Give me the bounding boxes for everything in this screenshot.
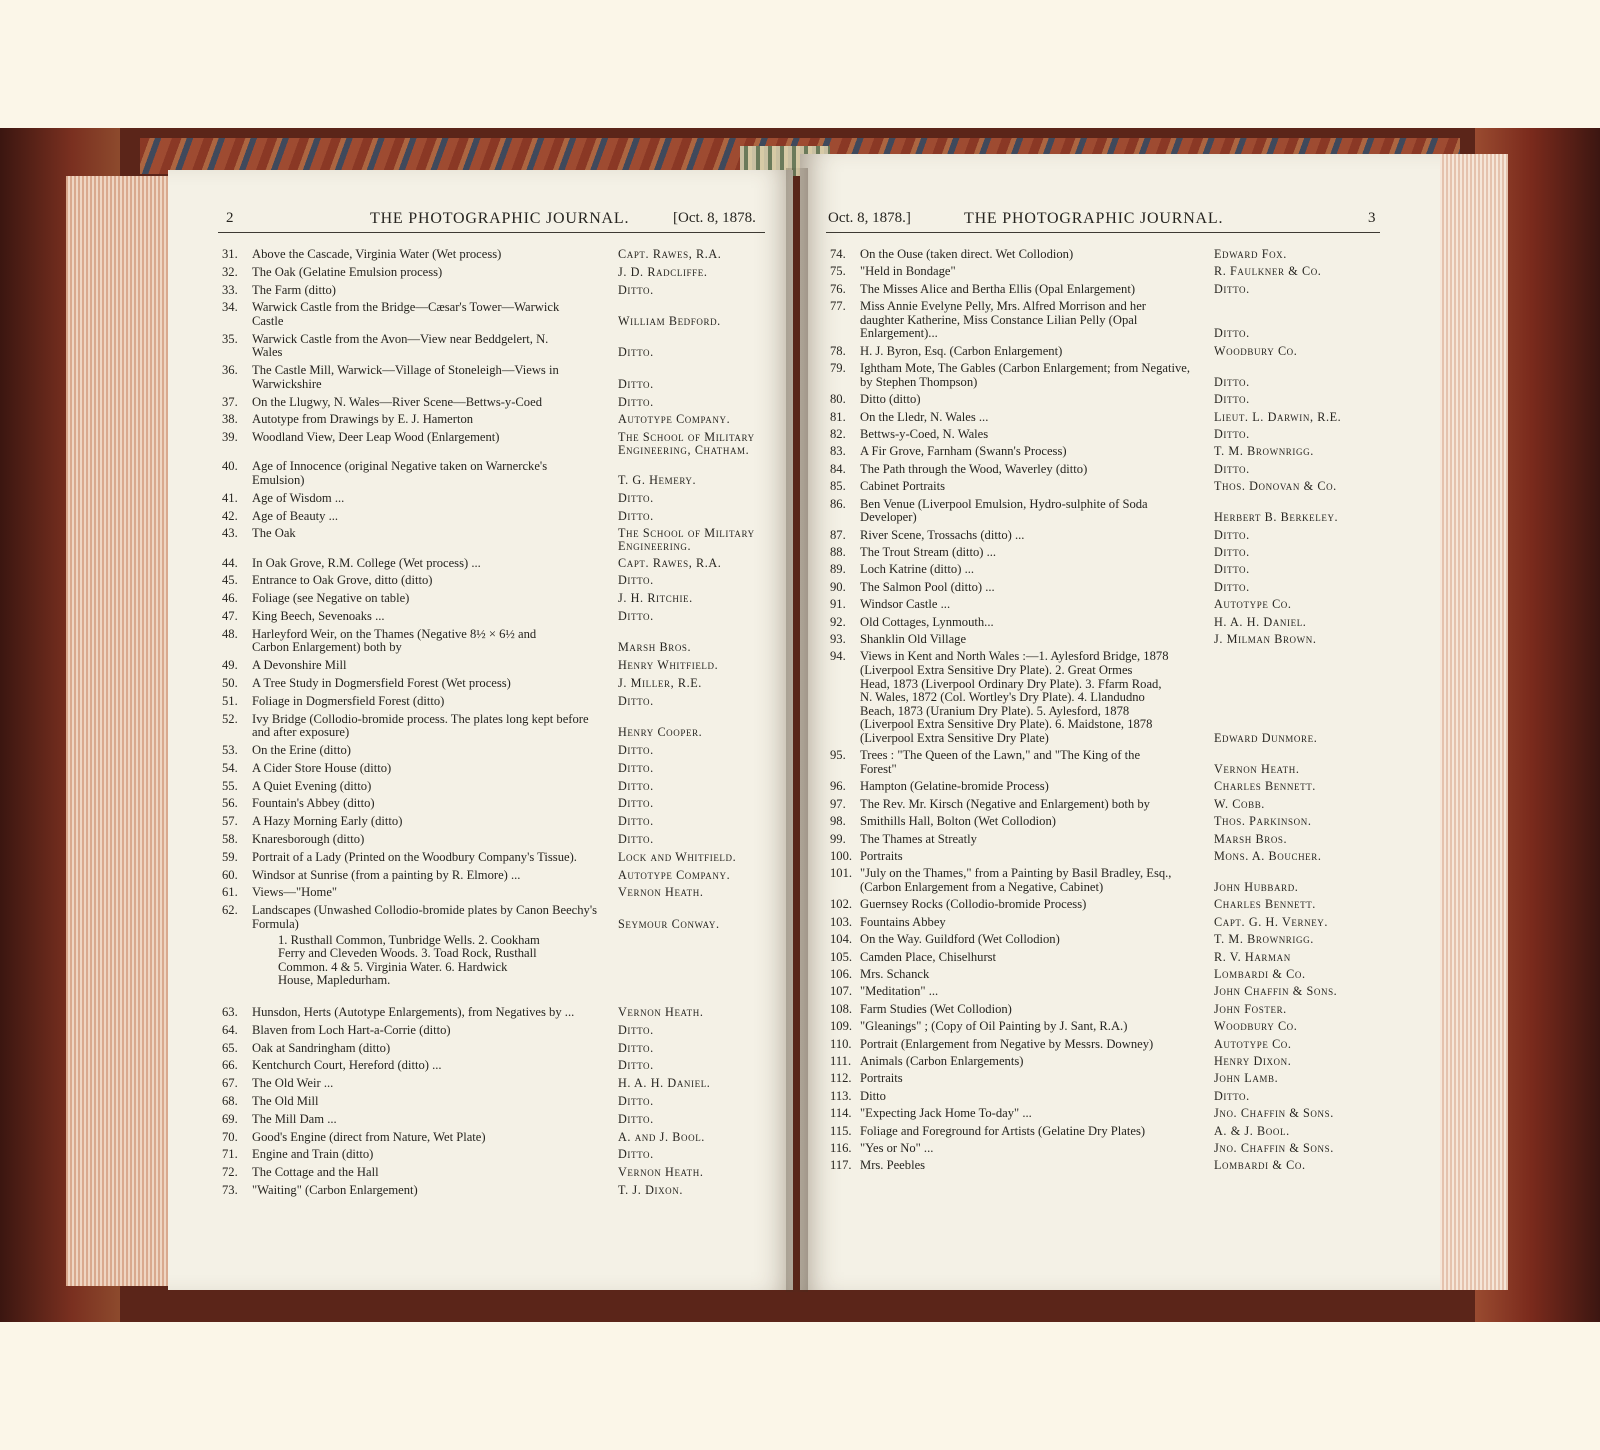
entry-number: 79. [830, 361, 846, 376]
entry-title: The Rev. Mr. Kirsch (Negative and Enlargement) both by [860, 797, 1150, 811]
entry-exhibitor: Lieut. L. Darwin, R.E. [1214, 409, 1342, 424]
entry-number: 111. [830, 1054, 852, 1068]
entry-title: The Salmon Pool (ditto) ... [860, 580, 995, 594]
entry-exhibitor: Thos. Donovan & Co. [1214, 479, 1337, 494]
entry-exhibitor: T. M. Brownrigg. [1214, 932, 1314, 947]
entry-title: On the Lledr, N. Wales ... [860, 410, 989, 424]
entry-title: Old Cottages, Lynmouth... [860, 615, 994, 629]
entry-62-sublist: 1. Rusthall Common, Tunbridge Wells. 2. Cookham Ferry and Cleveden Woods. 3. Toad Rock, Rusthall Common. 4 & 5. Virginia Water. 6. Hardwick House, Mapledurham. [278, 932, 540, 988]
entry-title: Animals (Carbon Enlargements) [860, 1055, 1024, 1068]
entry-exhibitor: Vernon Heath. [618, 1165, 704, 1180]
entry-number: 50. [222, 676, 238, 690]
entry-exhibitor: Autotype Co. [1214, 597, 1292, 612]
entry-exhibitor: Ditto. [618, 282, 654, 297]
entry-exhibitor: Ditto. [618, 760, 654, 775]
entry-exhibitor: Autotype Company. [618, 867, 731, 882]
entry-number: 92. [830, 614, 846, 629]
entry-number: 38. [222, 412, 238, 427]
entry-title: Age of Wisdom ... [252, 491, 345, 505]
entry-title: The Castle Mill, Warwick—Village of Stoneleigh—Views in Warwickshire [252, 364, 559, 391]
entry-exhibitor: Autotype Company. [618, 412, 731, 427]
entry-title: On the Way. Guildford (Wet Collodion) [860, 933, 1060, 947]
entry-exhibitor: Ditto. [618, 490, 654, 505]
entry-exhibitor: John Hubbard. [1214, 879, 1299, 894]
entry-title: Fountain's Abbey (ditto) [252, 797, 375, 811]
entry-title: Portraits [860, 850, 903, 863]
entry-number: 46. [222, 591, 238, 606]
entry-title: A Cider Store House (ditto) [252, 761, 392, 775]
entry-number: 67. [222, 1076, 238, 1091]
entry-number: 41. [222, 490, 238, 505]
entry-exhibitor: Henry Cooper. [618, 725, 703, 740]
entry-exhibitor: Ditto. [1214, 562, 1250, 577]
entry-exhibitor: Ditto. [1214, 527, 1250, 542]
entry-exhibitor: T. M. Brownrigg. [1214, 444, 1314, 459]
entry-title: Mrs. Peebles [860, 1159, 926, 1173]
entry-number: 44. [222, 555, 238, 570]
entry-exhibitor: Charles Bennett. [1214, 779, 1316, 794]
entry-number: 59. [222, 849, 238, 864]
entry-title: The Farm (ditto) [252, 283, 336, 297]
entry-number: 57. [222, 814, 238, 829]
entry-title: The Path through the Wood, Waverley (ditto) [860, 462, 1088, 476]
entry-number: 39. [222, 430, 238, 445]
right-page [800, 154, 1440, 1290]
entry-exhibitor: Herbert B. Berkeley. [1214, 510, 1339, 525]
entry-exhibitor: Ditto. [618, 1094, 654, 1108]
entry-number: 88. [830, 545, 846, 559]
entry-number: 91. [830, 597, 846, 612]
right-page-number: 3 [1368, 210, 1376, 226]
entry-exhibitor: Ditto. [1214, 1088, 1250, 1103]
entry-number: 69. [222, 1111, 238, 1126]
entry-number: 73. [222, 1183, 238, 1197]
entry-exhibitor: Ditto. [1214, 326, 1250, 341]
entry-title: A Devonshire Mill [252, 659, 347, 673]
entry-exhibitor: J. Milman Brown. [1214, 632, 1317, 646]
entry-number: 98. [830, 814, 846, 829]
left-running-head [168, 210, 793, 232]
entry-exhibitor: John Chaffin & Sons. [1214, 984, 1338, 999]
entry-number: 33. [222, 282, 238, 297]
entry-number: 55. [222, 778, 238, 793]
entry-title: Blaven from Loch Hart-a-Corrie (ditto) [252, 1023, 451, 1037]
entry-exhibitor: Ditto. [1214, 461, 1250, 476]
entry-number: 56. [222, 796, 238, 811]
entry-exhibitor: Marsh Bros. [1214, 831, 1288, 846]
entry-exhibitor: Thos. Parkinson. [1214, 814, 1312, 829]
entry-title: H. J. Byron, Esq. (Carbon Enlargement) [860, 344, 1063, 358]
entry-title: Views in Kent and North Wales :—1. Aylesford Bridge, 1878 (Liverpool Extra Sensitive Dry Plate). 2. Great Ormes Head, 1873 (Liverpool Ordinary Dry Plate). 3. Ffarm Road, N. Wales, 1872 (Col. Wortley's Dry Plate). 4. Llandudno Beach, 1873 (Uranium Dry Plate). 5. Aylesford, 1878 (Liverpool Extra Sensitive Dry Plate). 6. Maidstone, 1878 (Liverpool Extra Sensitive Dry Plate) [860, 650, 1169, 745]
entry-number: 106. [830, 967, 853, 981]
entry-exhibitor: Ditto. [618, 743, 654, 757]
entry-title: Portraits [860, 1072, 903, 1086]
entry-exhibitor: John Lamb. [1214, 1071, 1279, 1086]
entry-exhibitor: Vernon Heath. [618, 885, 704, 900]
entry-title: Good's Engine (direct from Nature, Wet Plate) [252, 1130, 486, 1144]
entry-title: Above the Cascade, Virginia Water (Wet process) [252, 248, 502, 261]
entry-title: River Scene, Trossachs (ditto) ... [860, 528, 1025, 542]
entry-number: 109. [830, 1019, 853, 1034]
entry-exhibitor: Charles Bennett. [1214, 897, 1316, 912]
entry-title: The Thames at Streatly [860, 832, 977, 846]
entry-title: King Beech, Sevenoaks ... [252, 610, 385, 623]
entry-title: Hampton (Gelatine-bromide Process) [860, 780, 1049, 794]
entry-number: 102. [830, 897, 853, 912]
entry-number: 85. [830, 479, 846, 494]
entry-title: The Oak [252, 527, 296, 541]
entry-exhibitor: William Bedford. [618, 313, 721, 328]
entry-exhibitor: Lombardi & Co. [1214, 967, 1306, 981]
entry-exhibitor: T. J. Dixon. [618, 1183, 684, 1197]
entry-number: 53. [222, 743, 238, 757]
entry-exhibitor: Ditto. [618, 693, 654, 708]
left-page-edges [66, 176, 172, 1286]
entry-exhibitor: Ditto. [1214, 545, 1250, 559]
entry-number: 115. [830, 1123, 852, 1138]
entry-title: Fountains Abbey [860, 915, 946, 929]
entry-exhibitor: Ditto. [618, 508, 654, 523]
left-journal-title: THE PHOTOGRAPHIC JOURNAL. [370, 210, 630, 227]
entry-exhibitor: Ditto. [618, 814, 654, 829]
entry-number: 104. [830, 932, 853, 947]
entry-number: 105. [830, 949, 853, 964]
entry-title: Hunsdon, Herts (Autotype Enlargements), from Negatives by ... [252, 1006, 575, 1019]
entry-title: Cabinet Portraits [860, 480, 945, 494]
entry-number: 64. [222, 1022, 238, 1037]
entry-exhibitor: Ditto. [1214, 427, 1250, 441]
entry-title: Foliage and Foreground for Artists (Gelatine Dry Plates) [860, 1124, 1146, 1138]
entry-number: 32. [222, 264, 238, 279]
entry-title: A Quiet Evening (ditto) [252, 779, 372, 793]
entry-number: 34. [222, 300, 238, 315]
entry-exhibitor: Marsh Bros. [618, 640, 692, 655]
entry-number: 48. [222, 626, 238, 641]
entry-title: Warwick Castle from the Bridge—Cæsar's Tower—Warwick Castle [252, 301, 560, 328]
entry-number: 47. [222, 609, 238, 623]
entry-exhibitor: Vernon Heath. [618, 1005, 704, 1019]
entry-number: 65. [222, 1040, 238, 1055]
entry-number: 70. [222, 1129, 238, 1144]
entry-number: 87. [830, 527, 846, 542]
entry-number: 72. [222, 1165, 238, 1180]
entry-title: Ben Venue (Liverpool Emulsion, Hydro-sulphite of Soda Developer) [860, 497, 1148, 525]
entry-number: 97. [830, 796, 846, 811]
entry-number: 76. [830, 281, 846, 296]
right-running-head [800, 210, 1440, 232]
entry-exhibitor: W. Cobb. [1214, 796, 1265, 811]
entry-exhibitor: Ditto. [618, 778, 654, 793]
entry-number: 63. [222, 1005, 238, 1019]
entry-number: 116. [830, 1141, 852, 1155]
entry-exhibitor: Mons. A. Boucher. [1214, 849, 1322, 863]
entry-title: Bettws-y-Coed, N. Wales [860, 428, 989, 441]
entry-title: Engine and Train (ditto) [252, 1148, 374, 1162]
entry-exhibitor: J. H. Ritchie. [618, 591, 693, 606]
entry-number: 62. [222, 903, 238, 918]
entry-exhibitor: Ditto. [618, 1040, 654, 1055]
entry-title: Camden Place, Chiselhurst [860, 950, 997, 964]
entry-title: The Cottage and the Hall [252, 1166, 379, 1180]
entry-number: 52. [222, 711, 238, 726]
entry-title: Miss Annie Evelyne Pelly, Mrs. Alfred Morrison and her daughter Katherine, Miss Constance Lilian Pelly (Opal Enlargement)... [860, 300, 1147, 341]
right-head-rule [826, 232, 1380, 233]
entry-number: 80. [830, 392, 846, 407]
entry-exhibitor: The School of Military Engineering, Chatham. [618, 430, 755, 457]
entry-title: Age of Beauty ... [252, 509, 339, 523]
entry-number: 45. [222, 573, 238, 588]
entry-title: Views—"Home" [252, 886, 338, 900]
entry-number: 58. [222, 832, 238, 846]
entry-number: 43. [222, 526, 238, 541]
entry-title: "Yes or No" ... [860, 1142, 934, 1155]
entry-exhibitor: Ditto. [618, 376, 654, 391]
entry-title: Trees : "The Queen of the Lawn," and "The King of the Forest" [860, 749, 1141, 776]
entry-exhibitor: R. Faulkner & Co. [1214, 264, 1322, 279]
entry-number: 86. [830, 496, 846, 511]
entry-number: 31. [222, 247, 238, 261]
entry-number: 68. [222, 1094, 238, 1108]
entry-exhibitor: Edward Dunmore. [1214, 730, 1318, 745]
entry-title: Guernsey Rocks (Collodio-bromide Process) [860, 898, 1087, 912]
entry-exhibitor: Ditto. [618, 394, 654, 409]
right-journal-title: THE PHOTOGRAPHIC JOURNAL. [964, 210, 1224, 227]
entry-number: 61. [222, 885, 238, 900]
entry-exhibitor: Henry Whitfield. [618, 658, 719, 673]
entry-title: Mrs. Schanck [860, 968, 930, 981]
entry-exhibitor: John Foster. [1214, 1001, 1287, 1016]
entry-title: Autotype from Drawings by E. J. Hamerton [252, 413, 474, 427]
entry-exhibitor: R. V. Harman [1214, 949, 1291, 964]
left-page-date: [Oct. 8, 1878. [673, 210, 756, 226]
entry-title: The Misses Alice and Bertha Ellis (Opal Enlargement) [860, 282, 1136, 296]
entry-number: 93. [830, 632, 846, 646]
entry-exhibitor: Ditto. [618, 345, 654, 360]
entry-title: "Expecting Jack Home To-day" ... [860, 1107, 1032, 1121]
entry-number: 75. [830, 264, 846, 279]
entry-number: 84. [830, 461, 846, 476]
entry-number: 100. [830, 849, 853, 863]
left-page [168, 170, 793, 1290]
entry-number: 89. [830, 562, 846, 577]
entry-exhibitor: Ditto. [618, 1058, 654, 1073]
entry-exhibitor: H. A. H. Daniel. [618, 1076, 711, 1091]
entry-exhibitor: Ditto. [618, 573, 654, 588]
entry-title: The Old Weir ... [252, 1077, 334, 1091]
entry-title: "Waiting" (Carbon Enlargement) [252, 1184, 418, 1197]
entry-title: On the Ouse (taken direct. Wet Collodion) [860, 248, 1074, 261]
entry-number: 36. [222, 363, 238, 378]
entry-number: 74. [830, 247, 846, 261]
entry-title: Ditto (ditto) [860, 393, 921, 407]
entry-title: Ivy Bridge (Collodio-bromide process. The plates long kept before and after exposure) [252, 712, 589, 740]
entry-number: 117. [830, 1158, 852, 1173]
entry-number: 49. [222, 658, 238, 673]
left-head-rule [218, 232, 765, 233]
entry-exhibitor: J. Miller, R.E. [618, 676, 702, 690]
entry-title: On the Erine (ditto) [252, 744, 351, 757]
entry-exhibitor: Edward Fox. [1214, 247, 1287, 261]
entry-title: Foliage in Dogmersfield Forest (ditto) [252, 694, 445, 708]
entry-exhibitor: Ditto. [1214, 374, 1250, 389]
entry-number: 83. [830, 444, 846, 459]
entry-number: 82. [830, 427, 846, 441]
entry-number: 112. [830, 1071, 852, 1086]
entry-exhibitor: Woodbury Co. [1214, 1019, 1298, 1034]
open-book [0, 128, 1600, 1322]
entry-number: 37. [222, 394, 238, 409]
entry-title: "Held in Bondage" [860, 265, 956, 279]
entry-exhibitor: H. A. H. Daniel. [1214, 614, 1307, 629]
bottom-margin [0, 1322, 1600, 1450]
entry-title: In Oak Grove, R.M. College (Wet process) ... [252, 556, 481, 570]
top-margin [0, 0, 1600, 128]
entry-exhibitor: Woodbury Co. [1214, 343, 1298, 358]
entry-number: 107. [830, 984, 853, 999]
right-page-date: Oct. 8, 1878.] [828, 210, 911, 226]
entry-exhibitor: Ditto. [618, 1147, 654, 1162]
entry-title: "July on the Thames," from a Painting by Basil Bradley, Esq., (Carbon Enlargement from a Negative, Cabinet) [860, 867, 1172, 894]
left-page-number: 2 [226, 210, 234, 226]
entry-exhibitor: Capt. G. H. Verney. [1214, 914, 1329, 929]
entry-exhibitor: Ditto. [618, 1022, 654, 1037]
entry-title: Knaresborough (ditto) [252, 833, 365, 846]
entry-number: 81. [830, 409, 846, 424]
entry-number: 51. [222, 693, 238, 708]
entry-title: Windsor Castle ... [860, 598, 951, 612]
entry-title: Farm Studies (Wet Collodion) [860, 1002, 1012, 1016]
entry-number: 96. [830, 779, 846, 794]
entry-number: 99. [830, 831, 846, 846]
entry-title: Shanklin Old Village [860, 633, 967, 646]
entry-exhibitor: Seymour Conway. [618, 916, 720, 931]
entry-exhibitor: Lombardi & Co. [1214, 1158, 1306, 1173]
entry-title: Foliage (see Negative on table) [252, 592, 410, 606]
entry-title: A Hazy Morning Early (ditto) [252, 815, 403, 829]
entry-title: "Gleanings" ; (Copy of Oil Painting by J. Sant, R.A.) [860, 1020, 1128, 1034]
entry-title: Portrait (Enlargement from Negative by Messrs. Downey) [860, 1037, 1154, 1051]
right-page-edges [1434, 154, 1508, 1290]
entry-number: 94. [830, 649, 846, 664]
entry-title: Loch Katrine (ditto) ... [860, 563, 975, 577]
entry-exhibitor: Jno. Chaffin & Sons. [1214, 1141, 1334, 1155]
entry-number: 77. [830, 299, 846, 314]
entry-number: 40. [222, 459, 238, 474]
entry-number: 103. [830, 914, 853, 929]
entry-exhibitor: A. and J. Bool. [618, 1129, 705, 1144]
entry-exhibitor: Jno. Chaffin & Sons. [1214, 1106, 1334, 1121]
entry-title: Kentchurch Court, Hereford (ditto) ... [252, 1059, 442, 1073]
entry-exhibitor: Lock and Whitfield. [618, 849, 737, 864]
entry-exhibitor: Ditto. [1214, 281, 1250, 296]
entry-exhibitor: Capt. Rawes, R.A. [618, 555, 722, 570]
entry-exhibitor: Ditto. [618, 609, 654, 623]
entry-title: On the Llugwy, N. Wales—River Scene—Bettws-y-Coed [252, 395, 542, 409]
entry-title: Ditto [860, 1089, 886, 1103]
entry-title: Warwick Castle from the Avon—View near Beddgelert, N. Wales [252, 332, 549, 360]
entry-title: The Old Mill [252, 1095, 319, 1108]
entry-title: Landscapes (Unwashed Collodio-bromide plates by Canon Beechy's Formula) [252, 904, 598, 931]
entry-number: 66. [222, 1058, 238, 1073]
entry-title: The Oak (Gelatine Emulsion process) [252, 265, 443, 279]
entry-exhibitor: Henry Dixon. [1214, 1054, 1292, 1068]
entry-exhibitor: J. D. Radcliffe. [618, 264, 708, 279]
entry-number: 95. [830, 748, 846, 763]
entry-number: 71. [222, 1147, 238, 1162]
entry-title: Portrait of a Lady (Printed on the Woodbury Company's Tissue). [252, 850, 577, 864]
entry-exhibitor: Ditto. [618, 1111, 654, 1126]
entry-title: "Meditation" ... [860, 985, 939, 999]
entry-title: Harleyford Weir, on the Thames (Negative 8½ × 6½ and Carbon Enlargement) both by [252, 627, 537, 655]
entry-title: Entrance to Oak Grove, ditto (ditto) [252, 574, 433, 588]
entry-exhibitor: Ditto. [1214, 392, 1250, 407]
entry-title: Ightham Mote, The Gables (Carbon Enlargement; from Negative, by Stephen Thompson) [860, 362, 1191, 389]
entry-title: Woodland View, Deer Leap Wood (Enlargement) [252, 431, 500, 445]
entry-title: Smithills Hall, Bolton (Wet Collodion) [860, 815, 1056, 829]
entry-number: 42. [222, 508, 238, 523]
entry-number: 54. [222, 760, 238, 775]
entry-exhibitor: The School of Military Engineering. [618, 526, 755, 553]
entry-number: 101. [830, 866, 853, 881]
entry-exhibitor: Autotype Co. [1214, 1036, 1292, 1051]
entry-number: 110. [830, 1036, 852, 1051]
entry-exhibitor: Capt. Rawes, R.A. [618, 247, 722, 261]
entry-title: Windsor at Sunrise (from a painting by R. Elmore) ... [252, 868, 521, 882]
entry-number: 108. [830, 1001, 853, 1016]
entry-number: 35. [222, 331, 238, 346]
entry-title: Oak at Sandringham (ditto) [252, 1041, 391, 1055]
entry-number: 113. [830, 1088, 852, 1103]
entry-title: A Tree Study in Dogmersfield Forest (Wet process) [252, 677, 511, 690]
entry-exhibitor: T. G. Hemery. [618, 472, 697, 487]
entry-exhibitor: A. & J. Bool. [1214, 1123, 1290, 1138]
entry-title: Age of Innocence (original Negative taken on Warnercke's Emulsion) [252, 460, 548, 487]
entry-number: 114. [830, 1106, 852, 1121]
entry-title: The Mill Dam ... [252, 1112, 337, 1126]
book-gutter [786, 168, 808, 1292]
entry-number: 90. [830, 579, 846, 594]
entry-exhibitor: Ditto. [618, 796, 654, 811]
entry-title: A Fir Grove, Farnham (Swann's Process) [860, 445, 1067, 459]
entry-title: The Trout Stream (ditto) ... [860, 546, 997, 559]
entry-exhibitor: Ditto. [1214, 579, 1250, 594]
entry-number: 60. [222, 867, 238, 882]
entry-exhibitor: Vernon Heath. [1214, 761, 1300, 776]
entry-number: 78. [830, 343, 846, 358]
entry-exhibitor: Ditto. [618, 832, 654, 846]
